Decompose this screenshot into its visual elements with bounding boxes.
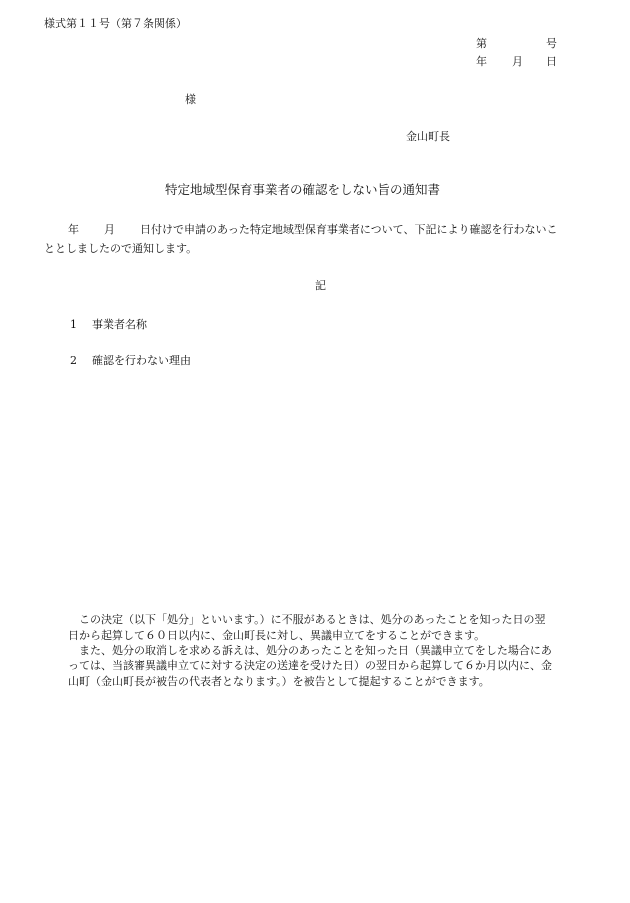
header-date-year: 年	[476, 55, 487, 68]
issuer-name: 金山町長	[406, 130, 450, 143]
body-date-year: 年	[68, 223, 79, 236]
header-date-month: 月	[512, 55, 523, 68]
header-date-day: 日	[546, 55, 557, 68]
doc-number-prefix: 第	[476, 37, 487, 50]
item-1-label: 事業者名称	[92, 318, 147, 331]
body-line-2: ととしましたので通知します。	[44, 242, 198, 255]
notice-para2-line2: っては、当該審異議申立てに対する決定の送達を受けた日）の翌日から起算して６か月以内に、金	[68, 659, 552, 672]
item-2-number: 2	[70, 354, 77, 367]
ki-marker: 記	[315, 279, 326, 292]
addressee-suffix: 様	[185, 93, 196, 106]
item-2-label: 確認を行わない理由	[92, 354, 191, 367]
notice-para2-line3: 山町（金山町長が被告の代表者となります。）を被告として提起することができます。	[68, 675, 490, 688]
document-title: 特定地域型保育事業者の確認をしない旨の通知書	[165, 182, 441, 197]
notice-para1-line2: 日から起算して６０日以内に、金山町長に対し、異議申立てをすることができます。	[68, 629, 486, 642]
form-number: 様式第１１号（第７条関係）	[44, 17, 187, 30]
item-1-number: 1	[70, 318, 77, 331]
body-date-month: 月	[104, 223, 115, 236]
doc-number-suffix: 号	[546, 37, 557, 50]
notice-para2-line1: また、処分の取消しを求める訴えは、処分のあったことを知った日（異議申立てをした場合にあ	[79, 644, 552, 657]
notice-para1-line1: この決定（以下「処分」といいます。）に不服があるときは、処分のあったことを知った日の翌	[79, 613, 546, 626]
body-line-1: 日付けで申請のあった特定地域型保育事業者について、下記により確認を行わないこ	[140, 223, 558, 236]
